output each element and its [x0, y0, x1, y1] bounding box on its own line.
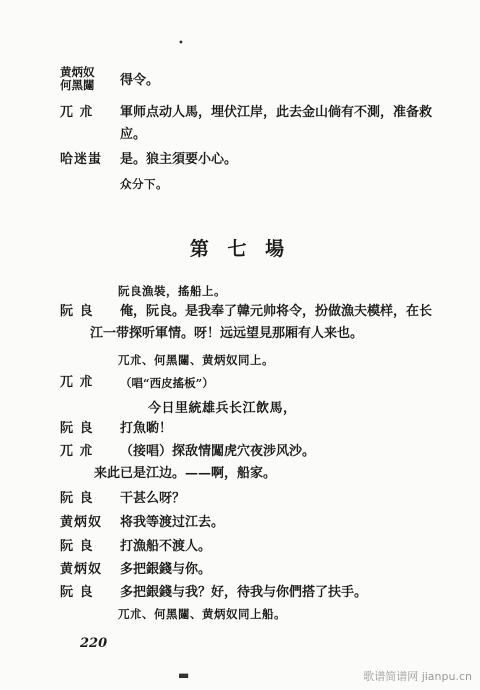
speaker-name: 阮 良 — [60, 491, 94, 506]
speaker-name: 黄炳奴 — [60, 562, 103, 577]
print-speck: • — [178, 38, 184, 49]
dialogue-line — [60, 419, 450, 439]
speaker-name: 兀 朮 — [60, 444, 94, 459]
dialogue-continuation: 应。 — [120, 127, 147, 142]
dialogue-text: 多把銀錢与我？好，待我与你們搭了扶手。 — [120, 585, 368, 600]
speaker-name: 哈迷蚩 — [60, 152, 103, 167]
dialogue-line — [60, 302, 450, 346]
dialogue-text: 軍师点动人馬，埋伏江岸，此去金山倘有不測，准备救 — [120, 105, 433, 120]
dialogue-text: 打漁船不渡人。 — [120, 539, 212, 554]
dialogue-text: 是。狼主須要小心。 — [120, 152, 238, 167]
speaker-line: 何黑闥 — [60, 78, 95, 92]
print-speck: ▬ — [178, 668, 190, 682]
dialogue-text: 得令。 — [120, 73, 160, 88]
dialogue-line — [60, 373, 450, 393]
dialogue-text: 多把銀錢与你。 — [120, 562, 212, 577]
dialogue-text: 俺，阮良。是我奉了韓元帅将令，扮做漁夫模样，在长 — [120, 304, 433, 319]
speaker-name: 阮 良 — [60, 421, 94, 436]
page-number: 220 — [80, 636, 108, 651]
dialogue-line — [60, 513, 450, 533]
dialogue-continuation: 来此已是江边。——啊，船家。 — [94, 466, 277, 481]
speaker-name: 兀 朮 — [60, 105, 94, 120]
stage-direction: 众分下。 — [120, 177, 168, 191]
dialogue-text: 打魚喲！ — [120, 421, 173, 436]
speaker-name: 阮 良 — [60, 585, 94, 600]
dialogue-text: 干甚么呀？ — [120, 491, 186, 506]
speaker-name: 黄炳奴 — [60, 515, 103, 530]
sung-line: 今日里統雄兵长江飲馬， — [148, 401, 297, 416]
scene-heading: 第 七 場 — [189, 238, 291, 260]
sung-cue: （唱“西皮搖板”） — [120, 376, 214, 390]
speaker-name: 阮 良 — [60, 539, 94, 554]
dialogue-line — [60, 537, 450, 557]
dialogue-line — [60, 583, 450, 603]
dialogue-text: 将我等渡过江去。 — [120, 515, 225, 530]
stage-direction: 兀朮、何黑闥、黄炳奴同上船。 — [118, 607, 286, 621]
stage-direction: 阮良漁裝，搖船上。 — [118, 284, 226, 298]
dialogue-line — [60, 66, 450, 96]
speaker-line: 黄炳奴 — [60, 65, 95, 79]
watermark: 歌谱简谱网 jianpu.cn — [363, 670, 472, 683]
speaker-name — [60, 66, 112, 92]
dialogue-line — [60, 103, 450, 147]
dialogue-continuation: 江一带探听軍情。呀！远远望見那厢有人来也。 — [90, 326, 364, 341]
speaker-name: 兀 朮 — [60, 375, 94, 390]
speaker-name: 阮 良 — [60, 304, 94, 319]
dialogue-line — [60, 560, 450, 580]
dialogue-line — [60, 489, 450, 509]
dialogue-text: （接唱）探敌情闖虎穴夜涉风沙。 — [120, 444, 316, 459]
stage-direction: 兀朮、何黑闥、黄炳奴同上。 — [118, 353, 274, 367]
dialogue-line — [60, 442, 450, 486]
dialogue-line — [60, 150, 450, 170]
